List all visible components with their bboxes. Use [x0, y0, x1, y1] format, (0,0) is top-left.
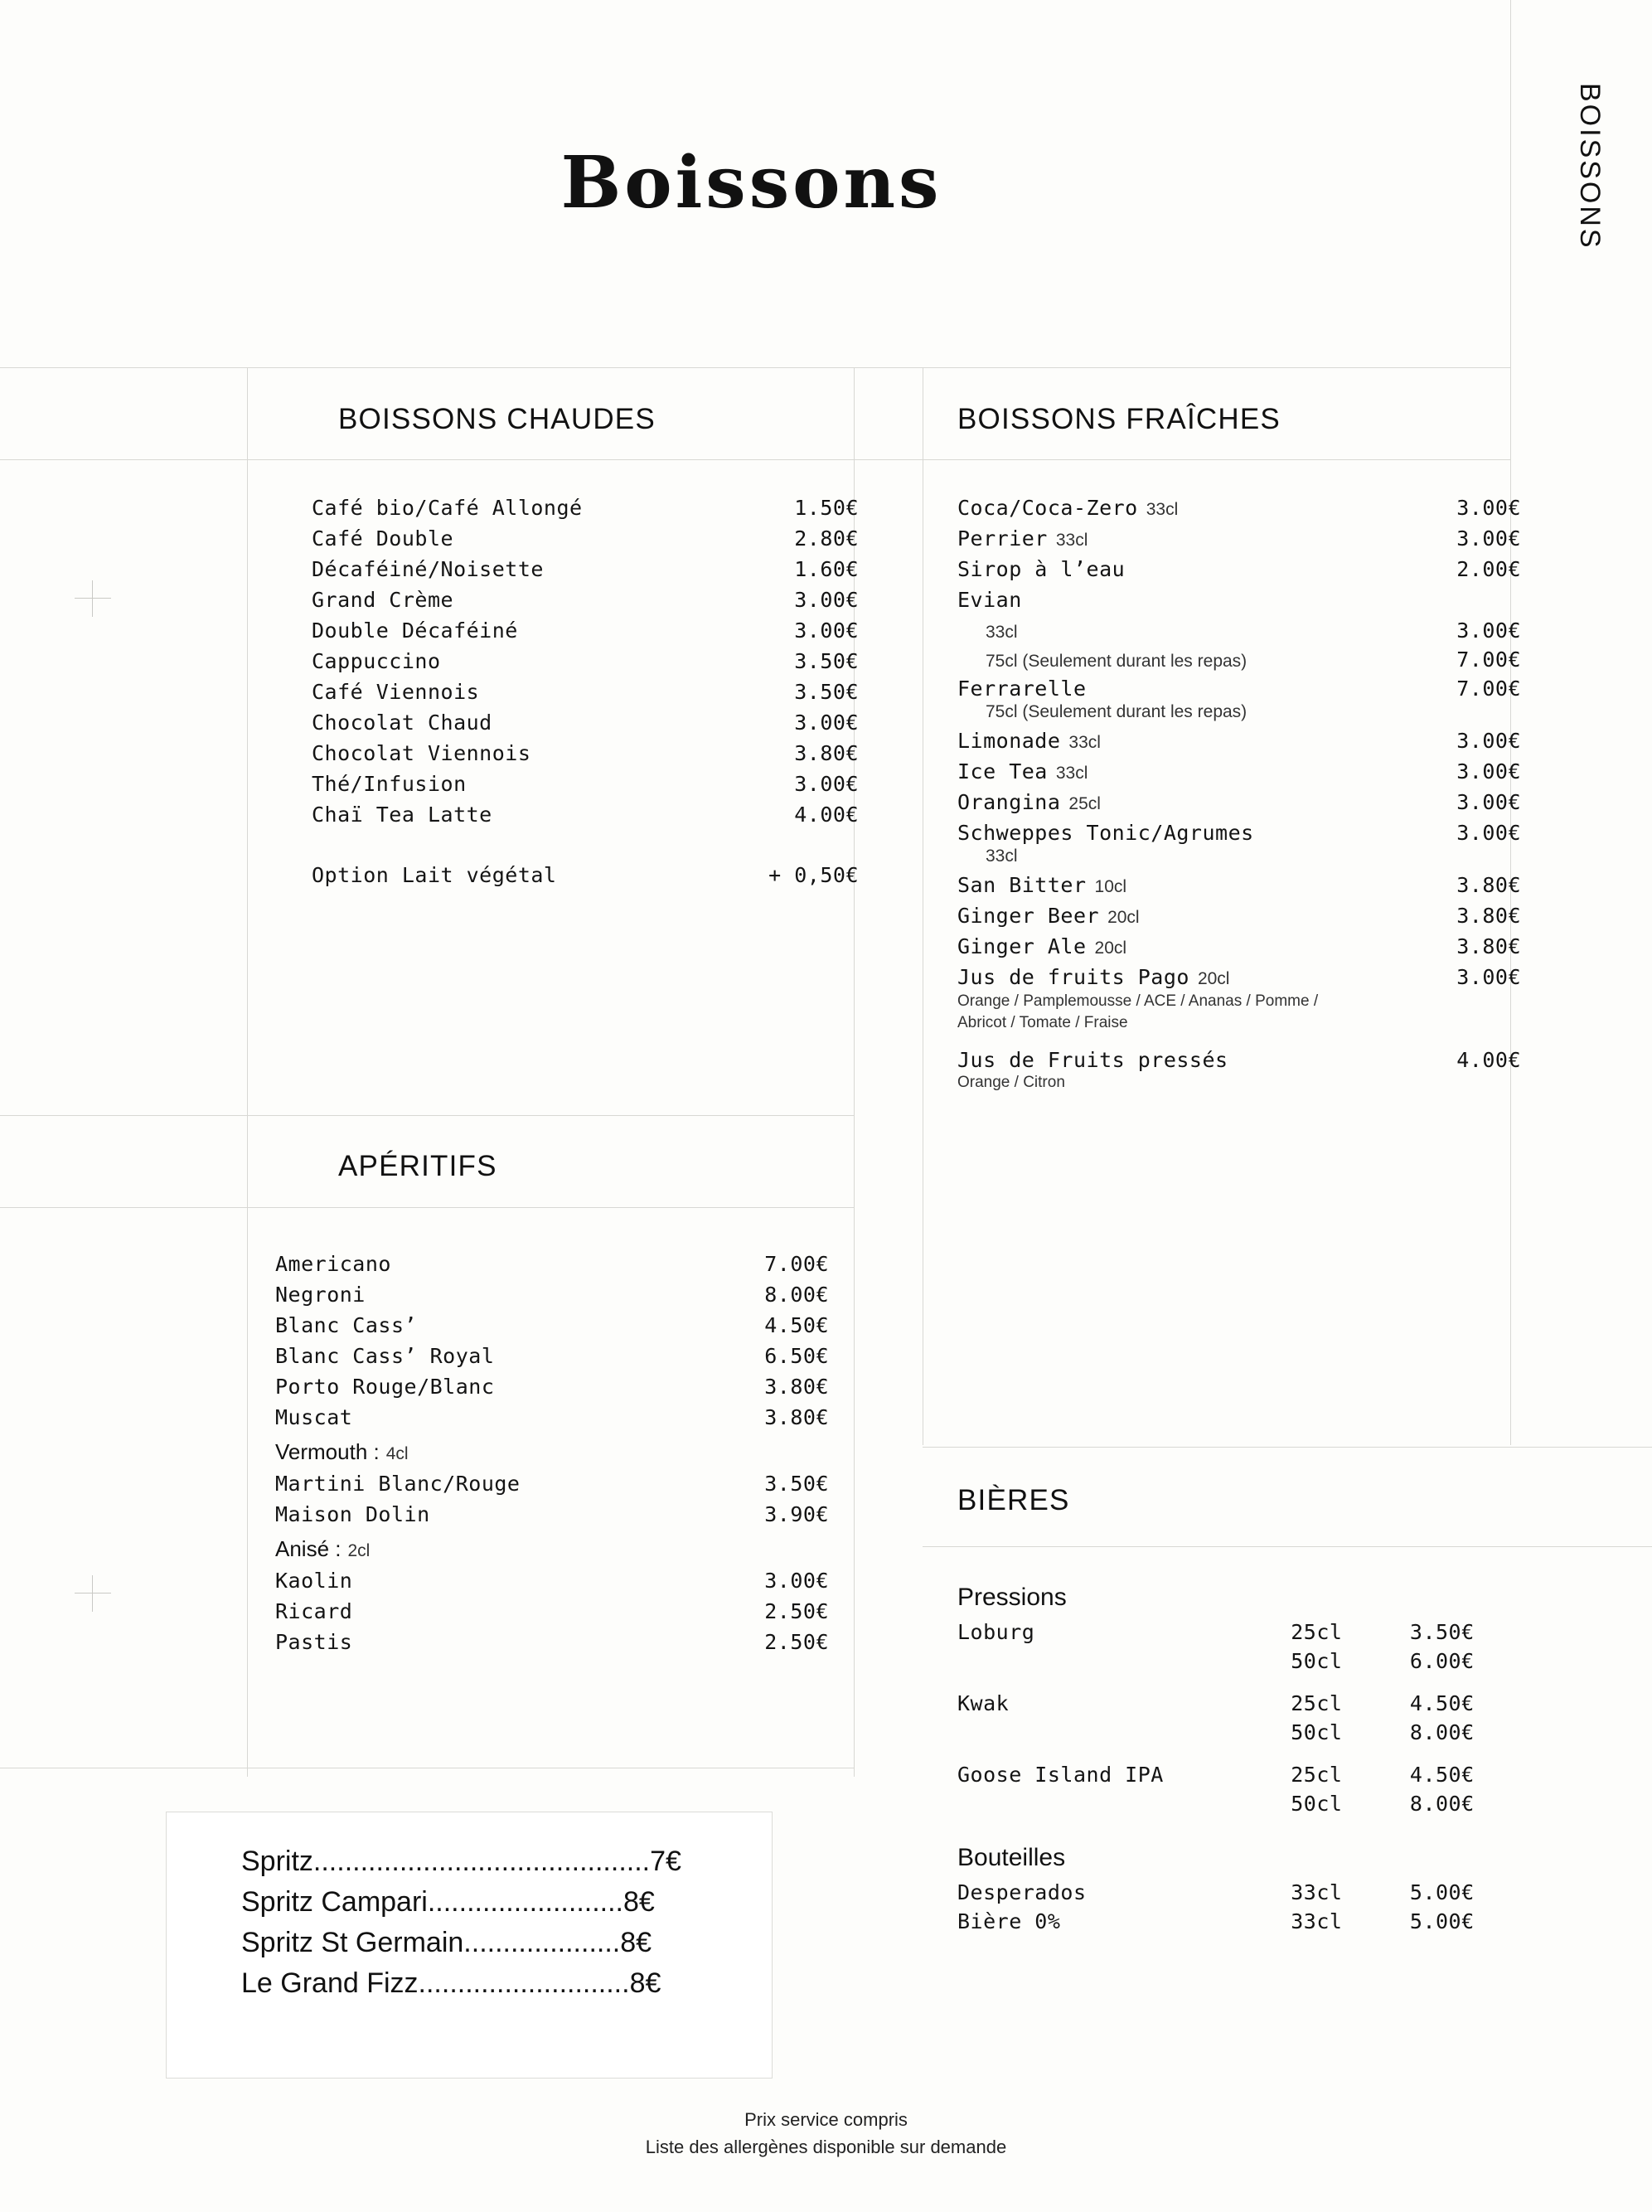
rule-vertical-col-left: [247, 367, 248, 1777]
item-price: 3.00€: [1456, 496, 1521, 520]
beers-list: [957, 1584, 1521, 1938]
item-price: 2.50€: [764, 1599, 829, 1623]
list-item: [275, 1283, 829, 1307]
table-row: [957, 1880, 1521, 1904]
list-item: [312, 588, 859, 612]
section-heading-cold-drinks: BOISSONS FRAÎCHES: [957, 403, 1281, 435]
item-price: 2.00€: [1456, 557, 1521, 581]
item-name: Perrier: [957, 526, 1048, 551]
hot-drinks-list: [312, 496, 859, 894]
rule-horizontal-top: [0, 367, 1510, 368]
item-price: 3.00€: [1456, 729, 1521, 753]
footer: [0, 2106, 1652, 2161]
item-name: Maison Dolin: [275, 1502, 430, 1526]
item-price: 3.50€: [764, 1472, 829, 1496]
beer-price: 8.00€: [1409, 1792, 1475, 1816]
list-item: [957, 965, 1521, 989]
item-price: 3.50€: [794, 649, 859, 673]
item-name: Coca/Coca-Zero: [957, 496, 1138, 520]
item-size: 75cl (Seulement durant les repas): [986, 702, 1247, 721]
item-name: Muscat: [275, 1405, 353, 1429]
list-item: [312, 557, 859, 581]
item-price: 7.00€: [1456, 648, 1521, 672]
crop-mark-left-upper: [75, 580, 111, 617]
vermouth-label: Vermouth :: [275, 1439, 380, 1464]
section-heading-hot-drinks: BOISSONS CHAUDES: [338, 403, 656, 435]
list-item: [312, 772, 859, 796]
item-name: Blanc Cass’ Royal: [275, 1344, 495, 1368]
list-item: [957, 873, 1521, 897]
list-item: [312, 741, 859, 765]
item-size: 33cl: [986, 623, 1018, 642]
beer-price: 4.50€: [1409, 1763, 1475, 1787]
item-size: 33cl: [1146, 500, 1179, 519]
beer-name: Kwak: [957, 1691, 1010, 1715]
list-item: [275, 1252, 829, 1276]
list-item: [957, 790, 1521, 814]
pressions-label: Pressions: [957, 1584, 1067, 1611]
page-title: Boissons: [560, 141, 942, 225]
item-name: Ice Tea: [957, 759, 1048, 783]
spritz-item: Spritz St Germain....................8€: [241, 1927, 652, 1958]
item-price: 3.00€: [1456, 526, 1521, 551]
item-name: Chocolat Viennois: [312, 741, 531, 765]
section-heading-aperitifs: APÉRITIFS: [338, 1150, 497, 1182]
list-item: [275, 1472, 829, 1496]
list-item: [312, 803, 859, 827]
item-name: Pastis: [275, 1630, 353, 1654]
item-name: Jus de Fruits pressés: [957, 1048, 1228, 1073]
beer-size: 50cl: [1291, 1649, 1343, 1673]
beer-size: 33cl: [1291, 1880, 1343, 1904]
anise-group-label: [275, 1536, 829, 1562]
table-row: [957, 1909, 1521, 1933]
item-price: 3.00€: [794, 711, 859, 735]
list-item: [957, 702, 1521, 722]
vermouth-size: 4cl: [385, 1444, 409, 1463]
item-name: Ginger Ale: [957, 934, 1087, 958]
footer-line-1: Prix service compris: [744, 2109, 908, 2130]
list-item: [275, 1630, 829, 1654]
list-item: [957, 904, 1521, 928]
rule-horizontal-beers-top: [923, 1447, 1652, 1448]
list-item: [957, 618, 1521, 643]
list-item: [312, 680, 859, 704]
item-size: 10cl: [1094, 877, 1127, 896]
item-name: Décaféiné/Noisette: [312, 557, 544, 581]
list-item: [275, 1344, 829, 1368]
item-name: Cappuccino: [312, 649, 441, 673]
beer-name: Goose Island IPA: [957, 1763, 1164, 1787]
list-item: [275, 1569, 829, 1593]
item-price: 7.00€: [764, 1252, 829, 1276]
item-name: Ferrarelle: [957, 677, 1087, 701]
rule-horizontal-aperitifs-head: [0, 1207, 854, 1208]
item-name: Jus de fruits Pago: [957, 965, 1189, 989]
beer-price: 3.50€: [1409, 1620, 1475, 1644]
item-name: Double Décaféiné: [312, 618, 518, 643]
beer-name: Desperados: [957, 1880, 1087, 1904]
list-item: [957, 759, 1521, 783]
item-price: 7.00€: [1456, 677, 1521, 701]
presses-flavors: Orange / Citron: [957, 1074, 1065, 1092]
table-row: [957, 1720, 1521, 1744]
item-name: Chaï Tea Latte: [312, 803, 492, 827]
list-item: [957, 677, 1521, 701]
item-name: Schweppes Tonic/Agrumes: [957, 821, 1254, 845]
list-item: [957, 526, 1521, 551]
list-item: [957, 729, 1521, 753]
item-name: Ginger Beer: [957, 904, 1100, 928]
item-size: 33cl: [986, 846, 1018, 866]
section-heading-beers: BIÈRES: [957, 1484, 1070, 1516]
beer-price: 4.50€: [1409, 1691, 1475, 1715]
item-price: 3.80€: [764, 1375, 829, 1399]
list-item: [275, 1405, 829, 1429]
item-size: 20cl: [1107, 908, 1140, 927]
crop-mark-left-lower: [75, 1575, 111, 1612]
item-price: 3.80€: [1456, 934, 1521, 958]
list-item: [957, 648, 1521, 672]
cold-drinks-list: [957, 496, 1521, 1092]
item-price: 3.00€: [1456, 759, 1521, 783]
item-name: Blanc Cass’: [275, 1313, 418, 1337]
item-price: 4.50€: [764, 1313, 829, 1337]
item-name: Orangina: [957, 790, 1061, 814]
table-row: [957, 1763, 1521, 1787]
item-price: 3.00€: [794, 588, 859, 612]
beer-size: 25cl: [1291, 1763, 1343, 1787]
item-price: 3.00€: [1456, 965, 1521, 989]
anise-size: 2cl: [347, 1541, 371, 1560]
item-size: 20cl: [1197, 969, 1230, 988]
item-price: 3.00€: [794, 618, 859, 643]
item-price: 3.00€: [1456, 790, 1521, 814]
beer-price: 5.00€: [1409, 1909, 1475, 1933]
item-price: 3.80€: [794, 741, 859, 765]
list-item: [275, 1375, 829, 1399]
item-name: Evian: [957, 588, 1022, 612]
item-size: 75cl (Seulement durant les repas): [986, 652, 1247, 671]
beer-size: 25cl: [1291, 1620, 1343, 1644]
list-item: [312, 526, 859, 551]
spritz-item: Le Grand Fizz...........................8€: [241, 1967, 661, 1999]
item-name: Café Viennois: [312, 680, 480, 704]
item-price: 6.50€: [764, 1344, 829, 1368]
item-size: 25cl: [1068, 794, 1101, 813]
item-name: Americano: [275, 1252, 391, 1276]
item-name: Grand Crème: [312, 588, 454, 612]
beer-size: 50cl: [1291, 1720, 1343, 1744]
item-price: 3.80€: [1456, 873, 1521, 897]
item-price: 3.50€: [794, 680, 859, 704]
beer-price: 5.00€: [1409, 1880, 1475, 1904]
list-item: [312, 711, 859, 735]
item-name: Negroni: [275, 1283, 366, 1307]
vermouth-group-label: [275, 1439, 829, 1465]
table-row: [957, 1792, 1521, 1816]
item-name: San Bitter: [957, 873, 1087, 897]
item-price: 4.00€: [1456, 1048, 1521, 1073]
side-title: BOISSONS: [1574, 83, 1606, 250]
item-size: 33cl: [1068, 733, 1101, 752]
item-name: Café bio/Café Allongé: [312, 496, 583, 520]
item-price: 3.00€: [794, 772, 859, 796]
list-item: [312, 618, 859, 643]
item-price: 2.80€: [794, 526, 859, 551]
item-price: 3.00€: [1456, 821, 1521, 845]
list-item: [957, 588, 1521, 612]
footer-line-2: Liste des allergènes disponible sur demande: [645, 2137, 1007, 2157]
list-item-presses: [957, 1048, 1521, 1072]
item-price: 3.00€: [1456, 618, 1521, 643]
pago-flavors: Orange / Pamplemousse / ACE / Ananas / Pomme / Abricot / Tomate / Fraise: [957, 992, 1319, 1031]
list-item: [275, 1599, 829, 1623]
anise-label: Anisé :: [275, 1536, 342, 1561]
aperitifs-list: [275, 1252, 829, 1661]
spritz-box: [166, 1812, 773, 2079]
item-name: Martini Blanc/Rouge: [275, 1472, 521, 1496]
beer-name: Loburg: [957, 1620, 1035, 1644]
item-price: 1.60€: [794, 557, 859, 581]
list-item: [957, 821, 1521, 845]
item-name: Ricard: [275, 1599, 353, 1623]
item-name: Porto Rouge/Blanc: [275, 1375, 495, 1399]
list-item-option: [312, 863, 859, 887]
beer-name: Bière 0%: [957, 1909, 1061, 1933]
list-item: [312, 649, 859, 673]
beer-size: 33cl: [1291, 1909, 1343, 1933]
item-name: Kaolin: [275, 1569, 353, 1593]
item-size: 33cl: [1055, 764, 1088, 783]
table-row: [957, 1620, 1521, 1644]
item-price: 3.90€: [764, 1502, 829, 1526]
item-price: 8.00€: [764, 1283, 829, 1307]
rule-horizontal-beers-head: [923, 1546, 1652, 1547]
item-price: 3.80€: [1456, 904, 1521, 928]
item-price: 4.00€: [794, 803, 859, 827]
item-name: Chocolat Chaud: [312, 711, 492, 735]
item-name: Café Double: [312, 526, 454, 551]
rule-horizontal-hot-head: [0, 459, 1510, 460]
rule-vertical-right: [1510, 0, 1511, 373]
item-price: 3.00€: [764, 1569, 829, 1593]
item-price: 3.80€: [764, 1405, 829, 1429]
bouteilles-label: Bouteilles: [957, 1844, 1066, 1871]
item-name: Sirop à l’eau: [957, 557, 1126, 581]
item-size: 20cl: [1094, 939, 1127, 958]
list-item: [957, 557, 1521, 581]
item-name: Thé/Infusion: [312, 772, 467, 796]
beer-size: 50cl: [1291, 1792, 1343, 1816]
option-name: Option Lait végétal: [312, 863, 557, 887]
list-item: [275, 1502, 829, 1526]
table-row: [957, 1691, 1521, 1715]
spritz-item: Spritz...........................................7€: [241, 1846, 681, 1877]
beer-size: 25cl: [1291, 1691, 1343, 1715]
list-item: [957, 496, 1521, 520]
beer-price: 6.00€: [1409, 1649, 1475, 1673]
item-price: 1.50€: [794, 496, 859, 520]
list-item: [312, 496, 859, 520]
spritz-item: Spritz Campari.........................8€: [241, 1886, 655, 1918]
list-item: [957, 846, 1521, 866]
rule-horizontal-aperitifs-top: [0, 1115, 854, 1116]
option-price: + 0,50€: [768, 863, 859, 887]
table-row: [957, 1649, 1521, 1673]
list-item: [957, 934, 1521, 958]
item-name: Limonade: [957, 729, 1061, 753]
beer-price: 8.00€: [1409, 1720, 1475, 1744]
list-item: [275, 1313, 829, 1337]
item-size: 33cl: [1055, 531, 1088, 550]
item-price: 2.50€: [764, 1630, 829, 1654]
